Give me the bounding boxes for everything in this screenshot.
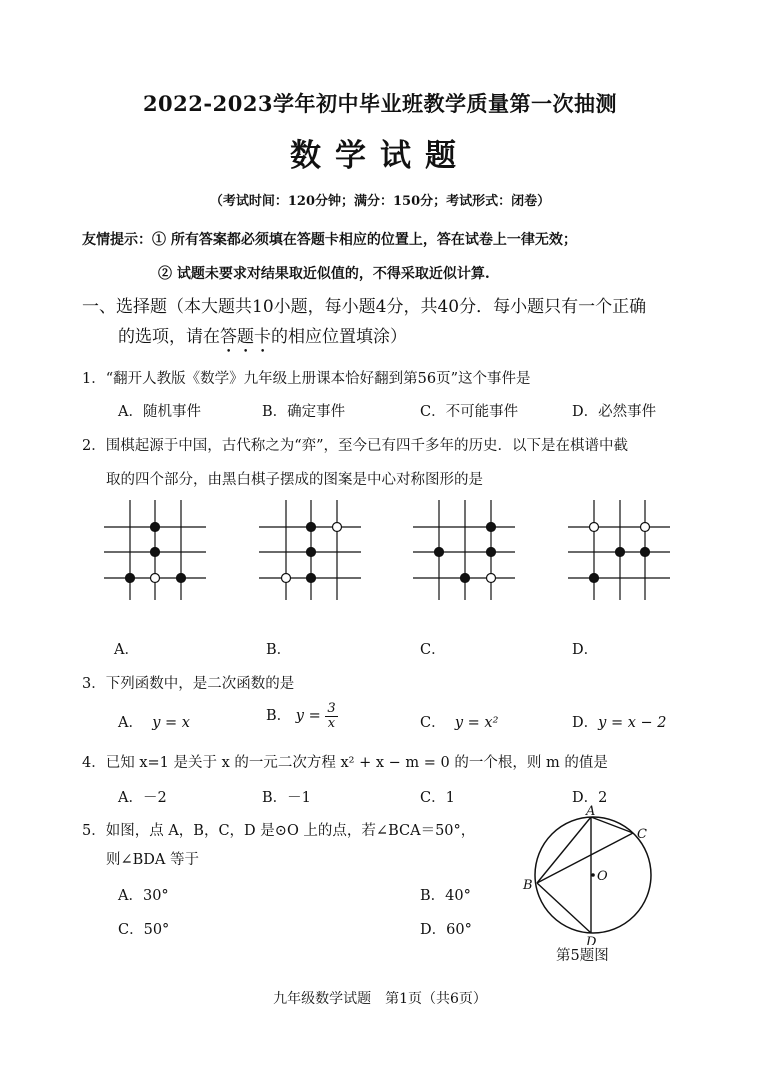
q5-figure-caption: 第5题图 xyxy=(556,948,609,964)
black-stone xyxy=(641,548,650,557)
label-b: B xyxy=(523,878,533,893)
black-stone xyxy=(461,574,470,583)
white-stone xyxy=(590,523,599,532)
question-1-text: 1．“翻开人教版《数学》九年级上册课本恰好翻到第56页”这个事件是 xyxy=(82,371,531,387)
exam-info: （考试时间：120分钟；满分：150分；考试形式：闭卷） xyxy=(209,194,551,209)
black-stone xyxy=(616,548,625,557)
black-stone xyxy=(435,548,444,557)
page-footer: 九年级数学试题 第1页（共6页） xyxy=(273,991,487,1007)
q1-option-c: C．不可能事件 xyxy=(420,404,519,420)
section-heading-line-1: 一、选择题（本大题共10小题，每小题4分，共40分．每小题只有一个正确 xyxy=(82,297,647,317)
label-a: A xyxy=(586,805,596,819)
go-board-c xyxy=(413,500,515,600)
q2-label-d: D． xyxy=(572,642,599,658)
white-stone xyxy=(641,523,650,532)
center-point xyxy=(591,873,595,877)
question-2-line-2: 取的四个部分，由黑白棋子摆成的图案是中心对称图形的是 xyxy=(106,472,483,488)
black-stone xyxy=(307,574,316,583)
section-heading-post: 的相应位置填涂） xyxy=(271,327,407,347)
segment-bc xyxy=(537,833,633,883)
section-heading-pre: 的选项，请在 xyxy=(118,327,220,347)
label-c: C xyxy=(637,827,647,842)
q1-option-a: A．随机事件 xyxy=(118,404,201,420)
question-2-line-1: 2．围棋起源于中国，古代称之为“弈”，至今已有四千多年的历史．以下是在棋谱中截 xyxy=(82,438,629,454)
q3-option-c xyxy=(420,711,498,732)
q1-option-b: B．确定事件 xyxy=(262,404,346,420)
q4-option-b: B．－1 xyxy=(262,790,311,806)
q5-option-c: C．50° xyxy=(118,922,170,938)
fraction-denominator: x xyxy=(327,715,336,731)
q3-option-d-label: D． xyxy=(572,715,599,731)
black-stone xyxy=(151,548,160,557)
q4-option-d: D．2 xyxy=(572,790,608,806)
go-board-figures xyxy=(0,490,760,600)
q5-option-b: B．40° xyxy=(420,888,471,904)
q3-option-b-lhs: y = xyxy=(295,708,321,725)
q2-label-a: A． xyxy=(114,642,139,658)
q5-option-d: D．60° xyxy=(420,922,472,938)
label-d: D xyxy=(586,935,597,945)
segment-ab xyxy=(537,817,591,883)
white-stone xyxy=(151,574,160,583)
black-stone xyxy=(177,574,186,583)
question-4-text: 4．已知 x=1 是关于 x 的一元二次方程 x² + x − m = 0 的一个根，则 m 的值是 xyxy=(82,755,608,771)
circle-figure xyxy=(515,805,675,945)
black-stone xyxy=(487,523,496,532)
q3-option-c-label: C． xyxy=(420,715,446,731)
q2-label-c: C． xyxy=(420,642,446,658)
q5-option-a: A．30° xyxy=(118,888,169,904)
answer-card-emphasis: 答题卡 xyxy=(220,327,271,347)
q4-option-a: A．－2 xyxy=(118,790,167,806)
black-stone xyxy=(151,523,160,532)
question-5-line-2: 则∠BDA 等于 xyxy=(106,852,200,868)
q1-option-d: D．必然事件 xyxy=(572,404,657,420)
q4-option-c: C．1 xyxy=(420,790,455,806)
fraction-numerator: 3 xyxy=(327,701,336,716)
tip-line-1: 友情提示：① 所有答案都必须填在答题卡相应的位置上，答在试卷上一律无效； xyxy=(82,232,577,248)
black-stone xyxy=(307,548,316,557)
white-stone xyxy=(487,574,496,583)
question-3-text: 3．下列函数中，是二次函数的是 xyxy=(82,676,295,692)
q3-option-c-expr: y = x² xyxy=(454,715,499,731)
black-stone xyxy=(590,574,599,583)
q2-label-b: B． xyxy=(266,642,292,658)
q3-option-d-expr: y = x − 2 xyxy=(598,715,667,731)
white-stone xyxy=(333,523,342,532)
q3-option-d xyxy=(572,711,666,732)
black-stone xyxy=(126,574,135,583)
tip-line-2: ② 试题未要求对结果取近似值的，不得采取近似计算. xyxy=(158,266,490,282)
q3-option-b-fraction xyxy=(325,702,337,730)
black-stone xyxy=(487,548,496,557)
q3-option-a xyxy=(118,711,190,732)
question-5-line-1: 5．如图，点 A，B，C，D 是⊙O 上的点，若∠BCA＝50°， xyxy=(82,823,476,839)
q3-option-b-label: B． xyxy=(266,708,292,725)
black-stone xyxy=(307,523,316,532)
label-o: O xyxy=(597,869,608,884)
subject-title: 数学试题 xyxy=(290,138,470,174)
exam-title: 2022-2023学年初中毕业班教学质量第一次抽测 xyxy=(142,91,618,116)
q3-option-a-expr: y = x xyxy=(152,715,190,731)
section-heading-line-2 xyxy=(118,322,407,357)
segment-ac xyxy=(591,817,633,833)
q3-option-b xyxy=(266,702,338,730)
q3-option-a-label: A． xyxy=(118,715,143,731)
white-stone xyxy=(282,574,291,583)
